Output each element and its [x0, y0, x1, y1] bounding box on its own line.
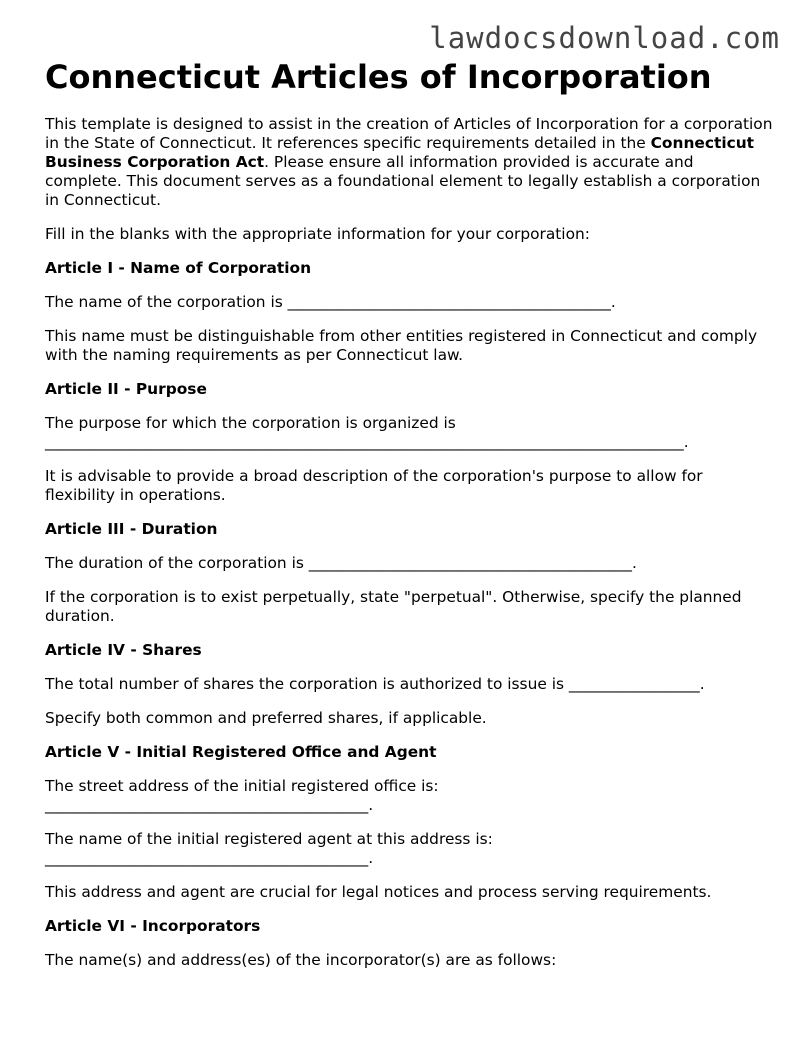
intro-paragraph [45, 115, 775, 210]
article-2-label: The purpose for which the corporation is organized is [45, 414, 456, 432]
intro-text-part2: . Please ensure all information provided is accurate and complete. This document serves as a foundational element to legally establish a corporation in Connecticut. [45, 153, 761, 209]
article-1-heading: Article I - Name of Corporation [45, 259, 312, 277]
article-5-heading: Article V - Initial Registered Office and Agent [45, 743, 437, 761]
article-5-note: This address and agent are crucial for legal notices and process serving requirements. [45, 883, 712, 901]
article-3-heading: Article III - Duration [45, 520, 218, 538]
article-3-note: If the corporation is to exist perpetually, state "perpetual". Otherwise, specify the planned duration. [45, 588, 742, 625]
document-body [45, 115, 775, 985]
article-1-note: This name must be distinguishable from other entities registered in Connecticut and comply with the naming requirements as per Connecticut law. [45, 327, 758, 364]
instruction-text: Fill in the blanks with the appropriate information for your corporation: [45, 225, 590, 243]
article-4-field [45, 675, 775, 694]
article-4-heading: Article IV - Shares [45, 641, 202, 659]
article-4-note: Specify both common and preferred shares, if applicable. [45, 709, 487, 727]
page-title: Connecticut Articles of Incorporation [45, 58, 712, 96]
article-2-heading: Article II - Purpose [45, 380, 207, 398]
act-name: Connecticut Business Corporation Act [45, 134, 755, 171]
article-2-note: It is advisable to provide a broad description of the corporation's purpose to allow for flexibility in operations. [45, 467, 703, 504]
article-4-label: The total number of shares the corporation is authorized to issue is [45, 675, 569, 693]
article-5-agent-label: The name of the initial registered agent at this address is: [45, 830, 493, 848]
purpose-blank[interactable]: ___________________________________________________________________________________. [45, 433, 689, 451]
intro-text-part1: This template is designed to assist in the creation of Articles of Incorporation for a corporation in the State of Connecticut. It references specific requirements detailed in the [45, 115, 773, 152]
shares-blank[interactable]: _________________. [568, 675, 705, 693]
article-5-office-field [45, 777, 775, 815]
article-1-field [45, 293, 775, 312]
article-2-field [45, 414, 775, 452]
article-3-field [45, 554, 775, 573]
agent-name-blank[interactable]: __________________________________________. [45, 849, 374, 867]
article-3-label: The duration of the corporation is [45, 554, 309, 572]
article-6-heading: Article VI - Incorporators [45, 917, 261, 935]
article-6-text: The name(s) and address(es) of the incorporator(s) are as follows: [45, 951, 557, 969]
article-5-office-label: The street address of the initial registered office is: [45, 777, 439, 795]
duration-blank[interactable]: __________________________________________. [308, 554, 637, 572]
article-5-agent-field [45, 830, 775, 868]
article-1-label: The name of the corporation is [45, 293, 288, 311]
office-address-blank[interactable]: __________________________________________. [45, 796, 374, 814]
watermark: lawdocsdownload.com [429, 21, 780, 55]
corporation-name-blank[interactable]: __________________________________________. [287, 293, 616, 311]
